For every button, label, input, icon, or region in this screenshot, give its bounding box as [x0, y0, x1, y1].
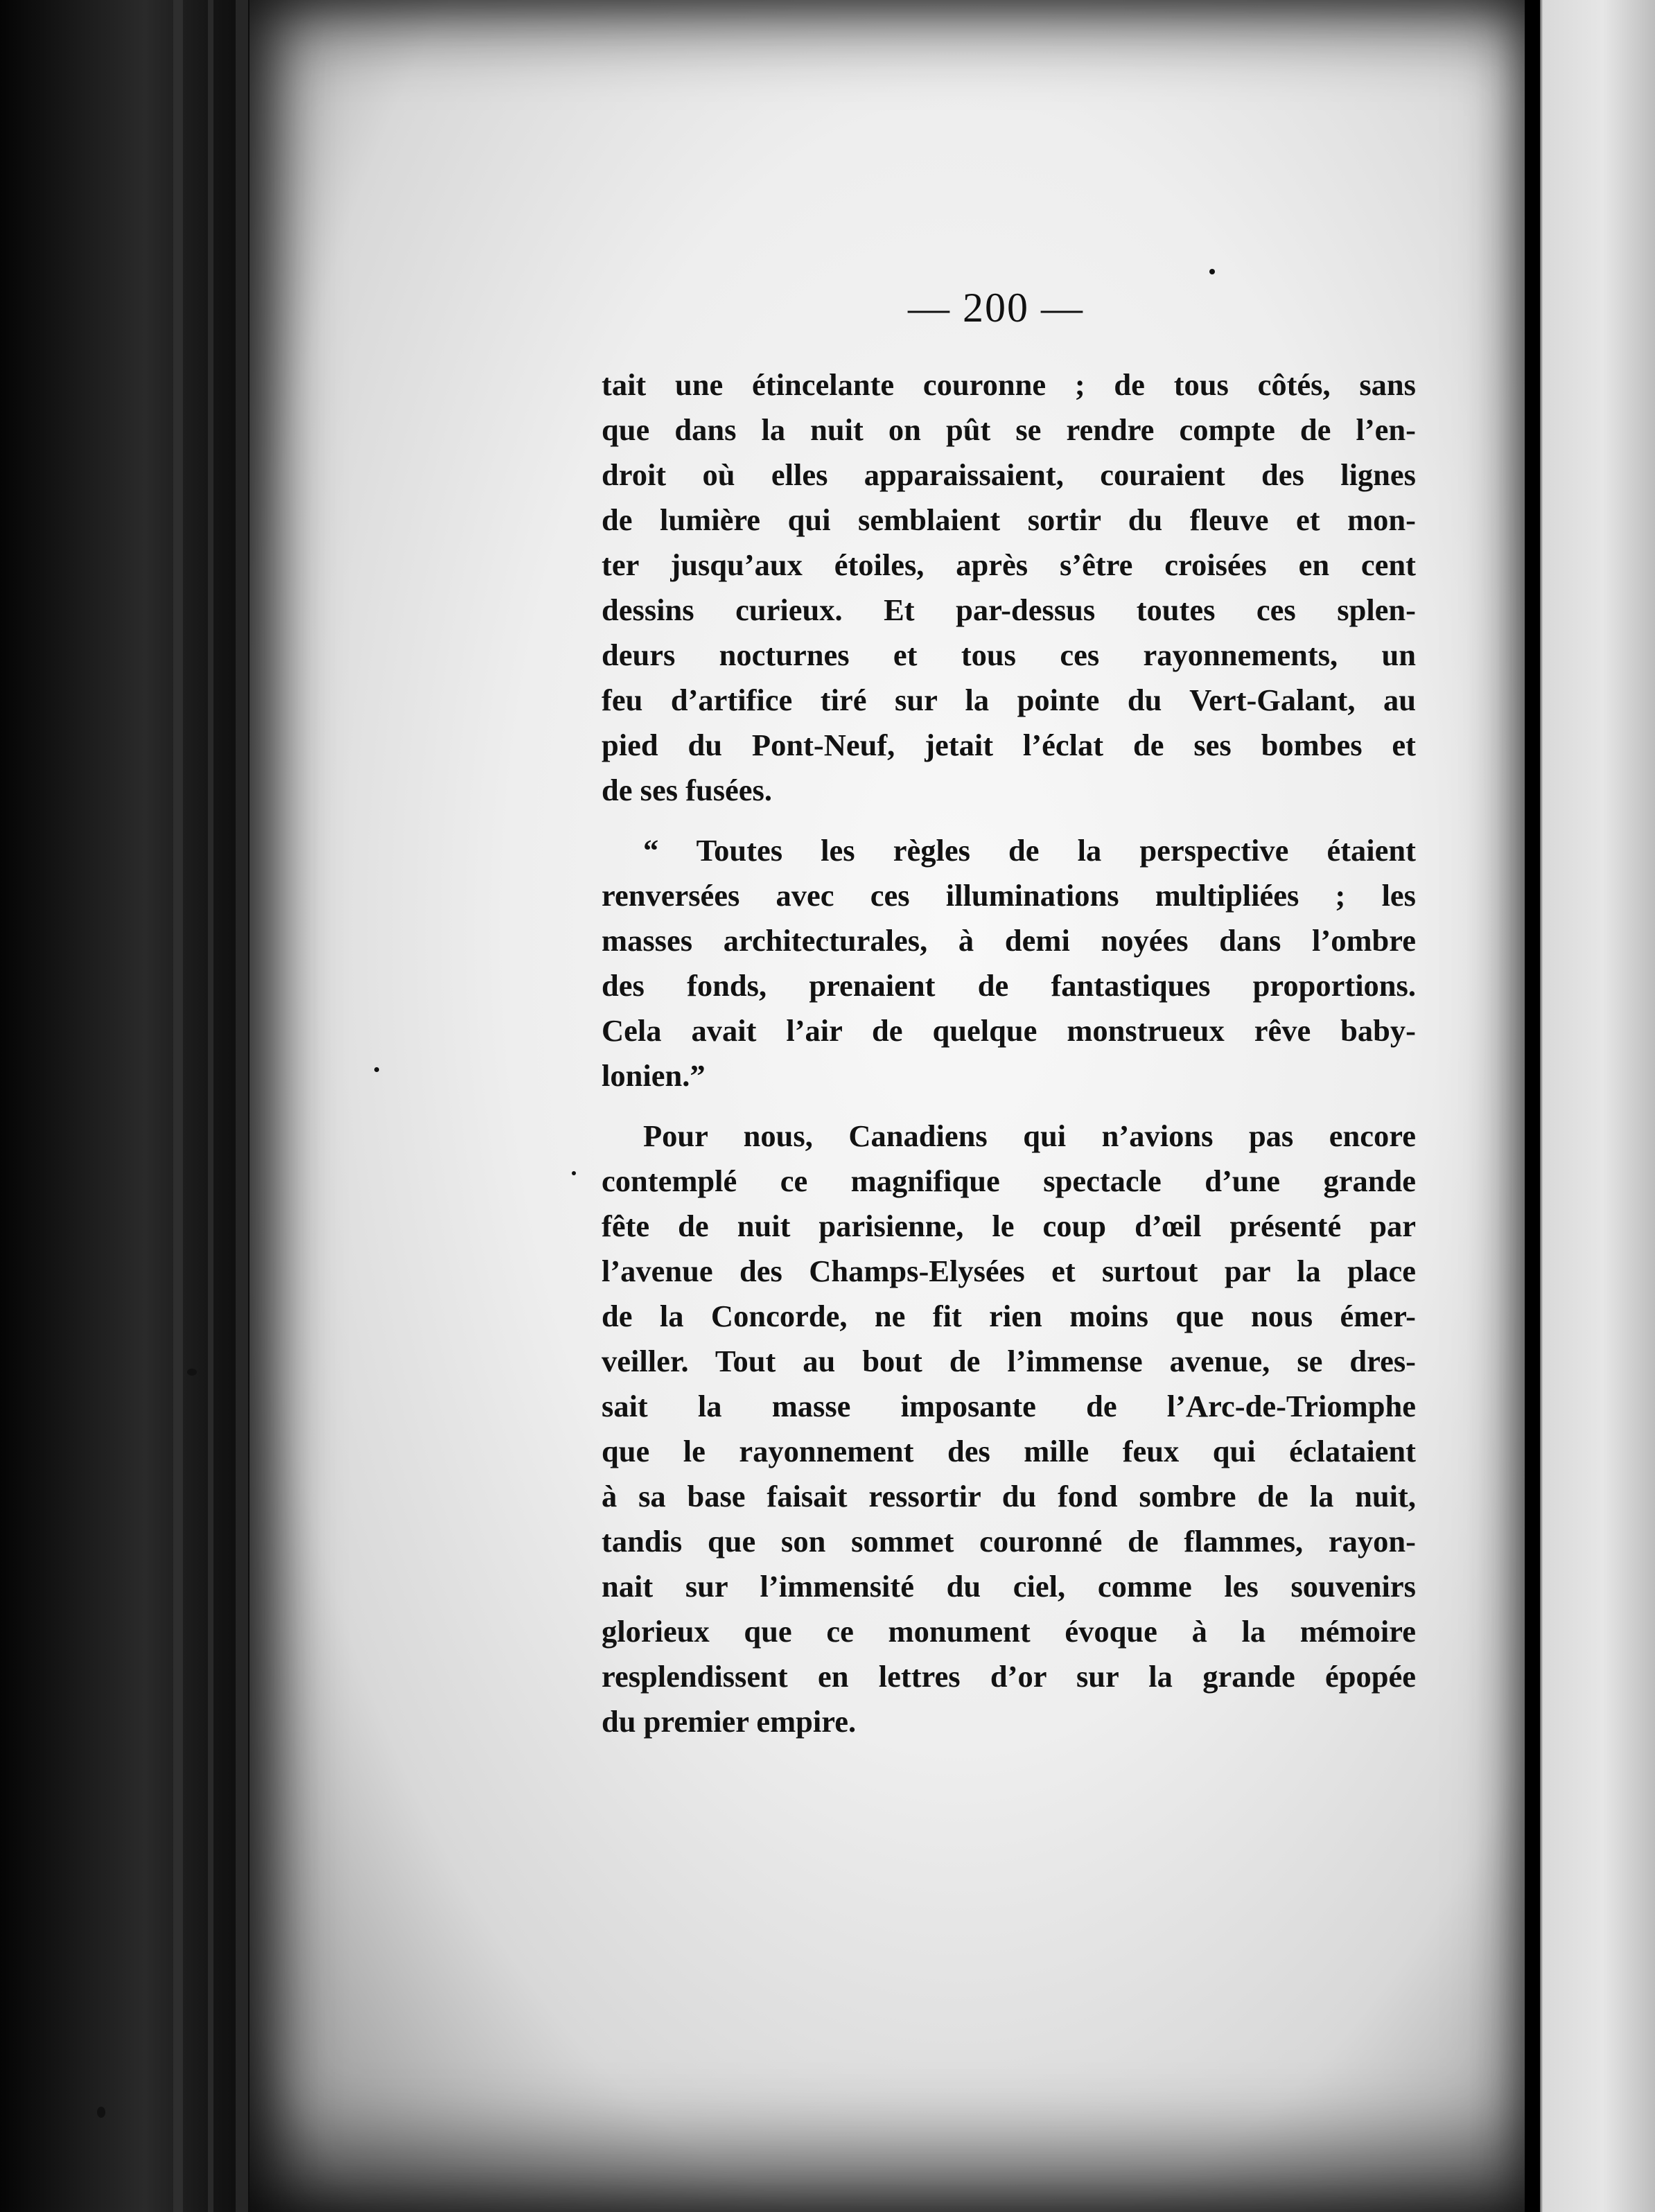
text-line: “ Toutes les règles de la perspective étaient — [643, 833, 1416, 868]
text-line: feu d’artifice tiré sur la pointe du Vert-Galant, au — [602, 683, 1416, 717]
paragraph — [602, 1114, 1416, 1744]
page-number: — 200 — — [908, 285, 1084, 331]
text-line: de la Concorde, ne fit rien moins que nous émer- — [602, 1299, 1416, 1333]
gutter-stripe — [236, 0, 248, 2212]
text-line: l’avenue des Champs-Elysées et surtout par la place — [602, 1254, 1416, 1288]
body-text — [602, 362, 1416, 1744]
text-line: Cela avait l’air de quelque monstrueux rêve baby- — [602, 1013, 1416, 1048]
text-line: lonien.” — [602, 1058, 706, 1093]
text-line: renversées avec ces illuminations multipliées ; les — [602, 878, 1416, 913]
paragraph-gap — [602, 1098, 1416, 1114]
text-line: contemplé ce magnifique spectacle d’une grande — [602, 1164, 1416, 1198]
text-line: du premier empire. — [602, 1704, 857, 1739]
paragraph — [602, 828, 1416, 1098]
text-line: tandis que son sommet couronné de flammes, rayon- — [602, 1524, 1416, 1559]
text-line: glorieux que ce monument évoque à la mémoire — [602, 1614, 1416, 1649]
paragraph-gap — [602, 813, 1416, 828]
text-line: pied du Pont-Neuf, jetait l’éclat de ses bombes et — [602, 728, 1416, 762]
paragraph — [602, 362, 1416, 813]
text-line: veiller. Tout au bout de l’immense avenue, se dres- — [602, 1344, 1416, 1378]
text-line: de lumière qui semblaient sortir du fleuve et mon- — [602, 502, 1416, 537]
print-speck — [187, 1369, 197, 1376]
print-speck — [1209, 269, 1215, 274]
text-line: masses architecturales, à demi noyées dans l’ombre — [602, 923, 1416, 958]
text-line: droit où elles apparaissaient, couraient des lignes — [602, 457, 1416, 492]
facing-page-edge — [1525, 0, 1655, 2212]
text-line: dessins curieux. Et par-dessus toutes ces splen- — [602, 592, 1416, 627]
text-line: des fonds, prenaient de fantastiques proportions. — [602, 968, 1416, 1003]
text-line: de ses fusées. — [602, 773, 772, 807]
text-line: resplendissent en lettres d’or sur la grande épopée — [602, 1659, 1416, 1694]
gutter-stripe — [208, 0, 213, 2212]
print-speck — [572, 1171, 576, 1175]
page-edge-line — [1533, 0, 1540, 2212]
text-line: que le rayonnement des mille feux qui éclataient — [602, 1434, 1416, 1468]
text-line: nait sur l’immensité du ciel, comme les souvenirs — [602, 1569, 1416, 1604]
text-line: à sa base faisait ressortir du fond sombre de la nuit, — [602, 1479, 1416, 1513]
text-line: Pour nous, Canadiens qui n’avions pas encore — [643, 1118, 1416, 1153]
print-speck — [97, 2107, 105, 2118]
text-line: fête de nuit parisienne, le coup d’œil présenté par — [602, 1209, 1416, 1243]
text-line: ter jusqu’aux étoiles, après s’être croisées en cent — [602, 547, 1416, 582]
text-line: que dans la nuit on pût se rendre compte de l’en- — [602, 412, 1416, 447]
gutter-stripe — [173, 0, 183, 2212]
text-line: tait une étincelante couronne ; de tous côtés, sans — [602, 367, 1416, 402]
book-gutter-shadow — [0, 0, 263, 2212]
text-line: deurs nocturnes et tous ces rayonnements, un — [602, 638, 1416, 672]
text-line: sait la masse imposante de l’Arc-de-Triomphe — [602, 1389, 1416, 1423]
print-speck — [374, 1067, 379, 1072]
